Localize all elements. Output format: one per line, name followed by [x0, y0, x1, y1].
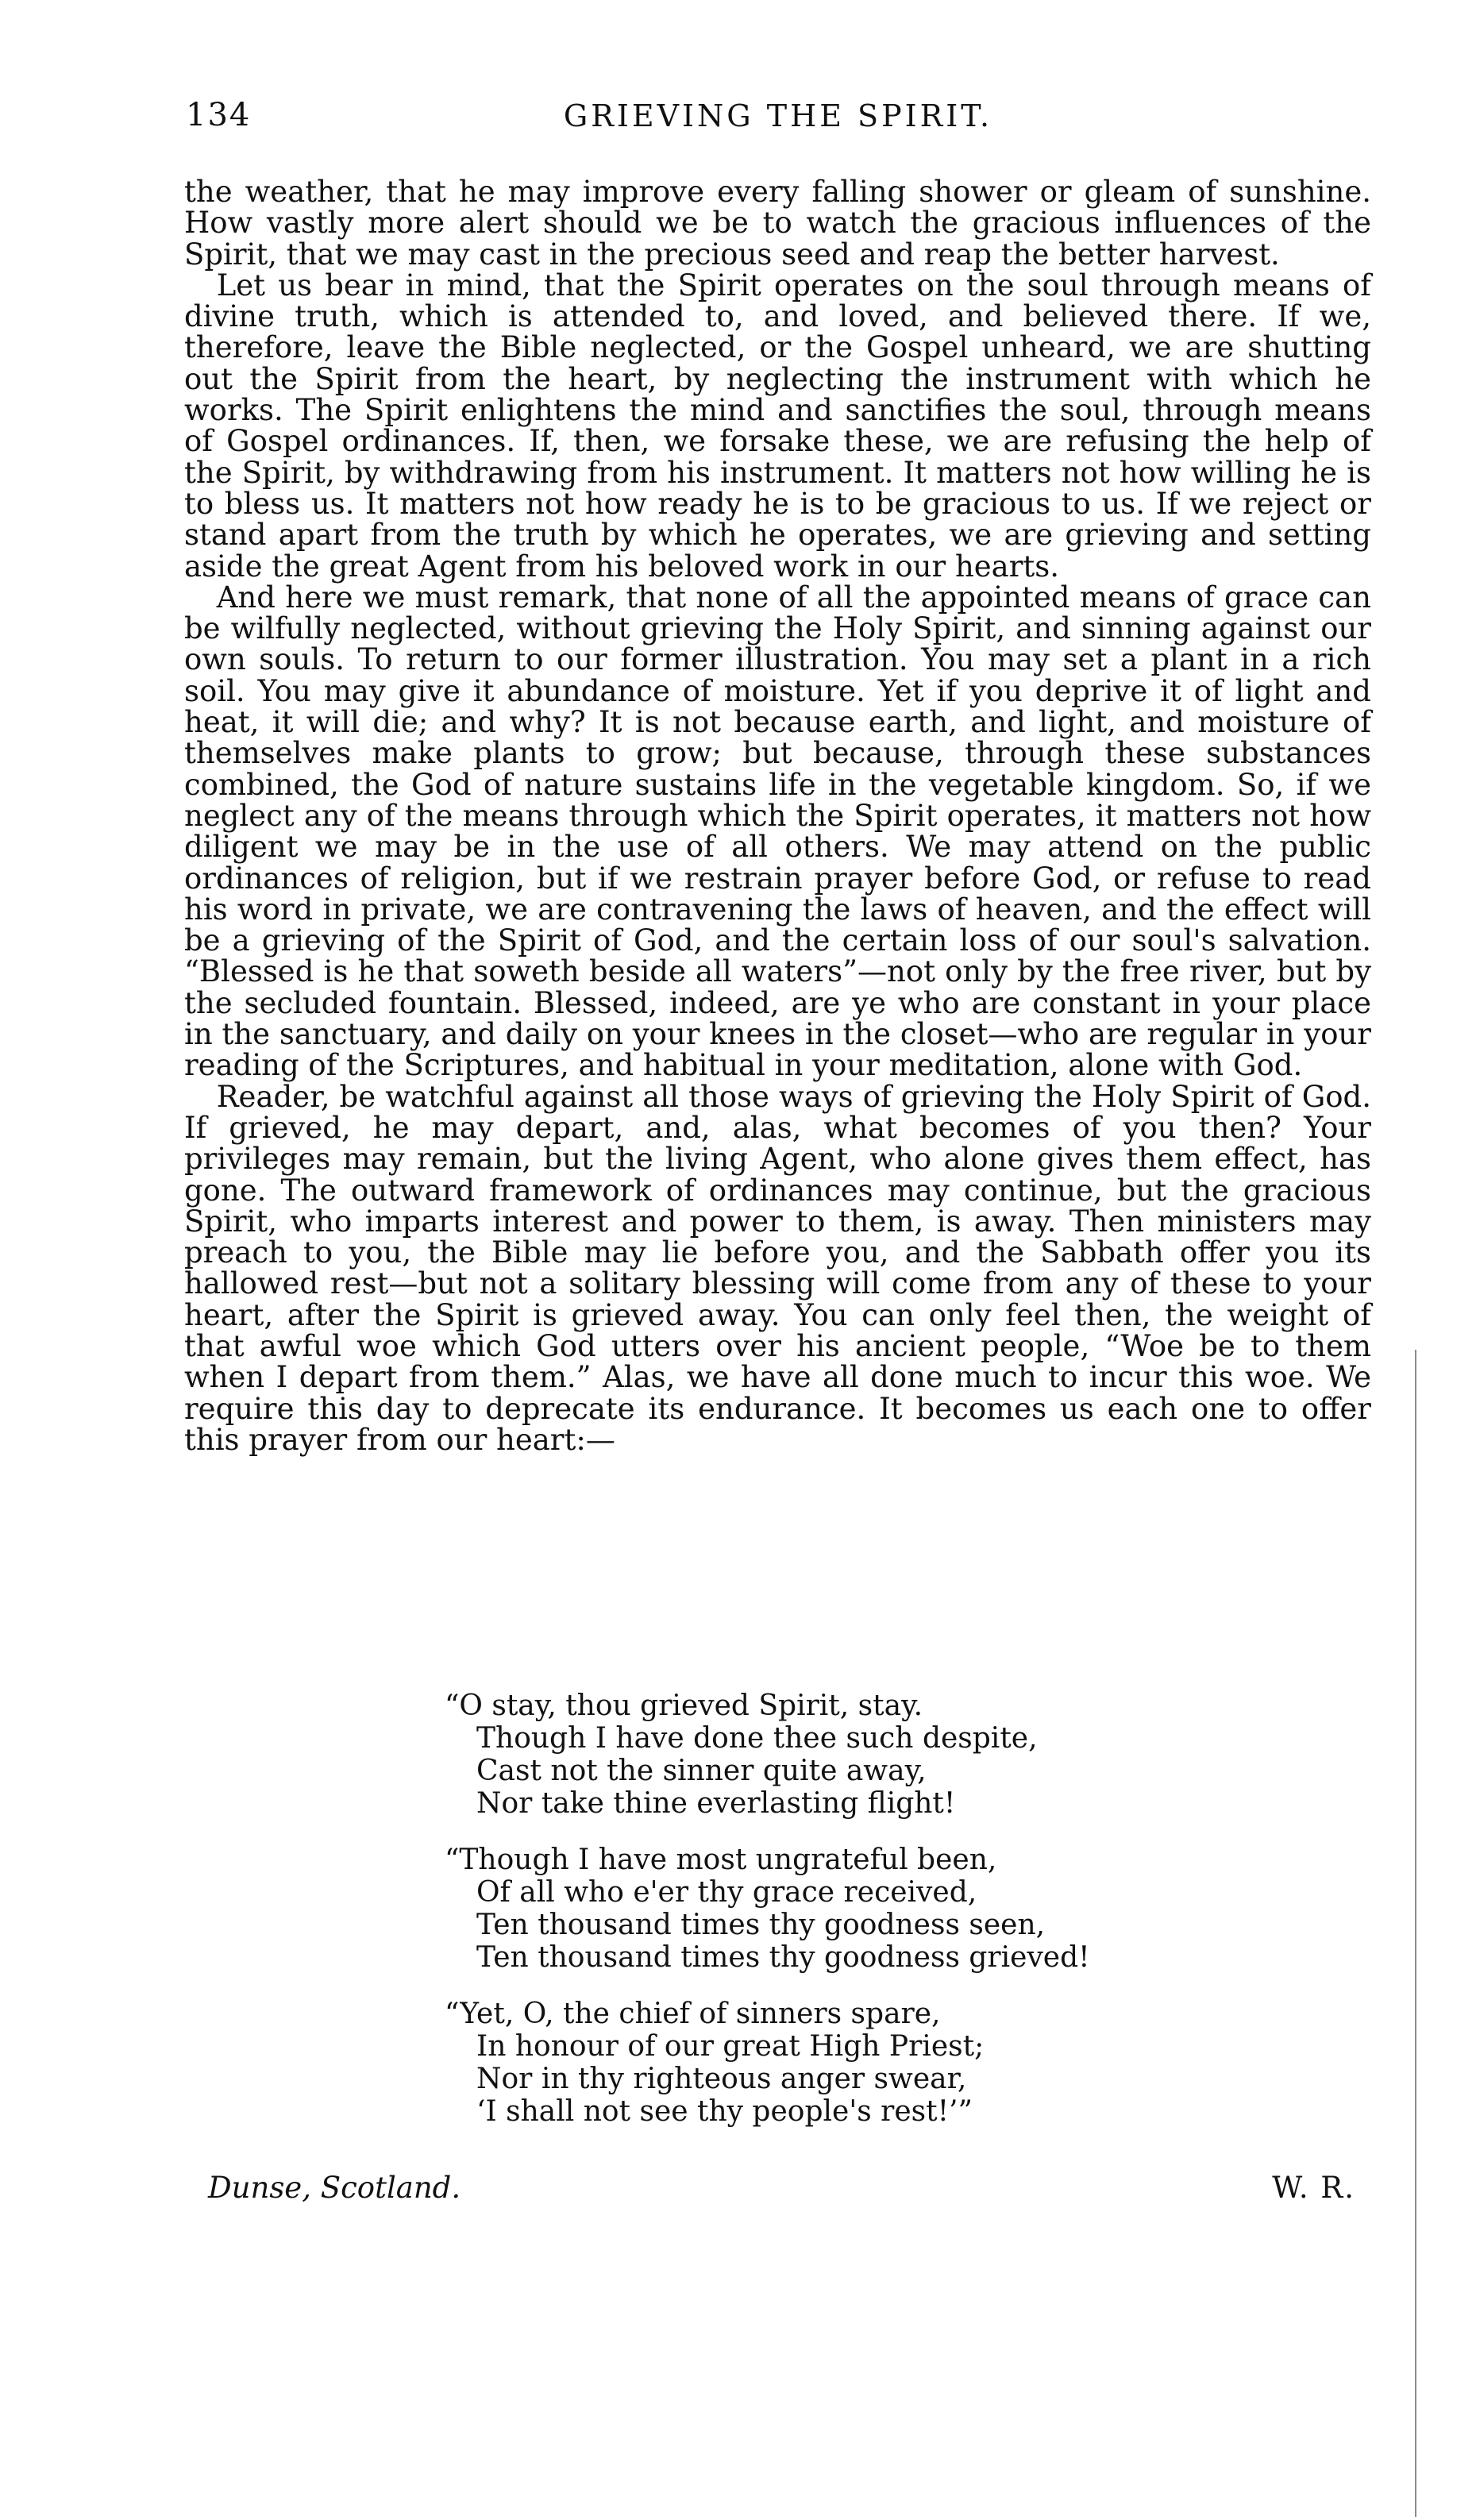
author-initials: W. R. [1272, 2171, 1355, 2205]
verse-line: Nor in thy righteous anger swear, [476, 2063, 967, 2095]
verse-line: Ten thousand times thy goodness grieved! [476, 1941, 1090, 1974]
paragraph-2: Let us bear in mind, that the Spirit operates on the soul through means of divine truth, which is attended to, and loved, and believed there. If we, therefore, leave the Bible neglected, or the Gospel unheard, we are shutting out the Spirit from the heart, by neglecting the instrument with which he works. The Spirit enlightens the mind and sanctifies the soul, through means of Gospel ordinances. If, then, we forsake these, we are refusing the help of the Spirit, by withdrawing from his instrument. It matters not how willing he is to bless us. It matters not how ready he is to be gracious to us. If we reject or stand apart from the truth by which he operates, we are grieving and setting aside the great Agent from his beloved work in our hearts. [184, 268, 1371, 584]
signoff [184, 2171, 1371, 2210]
body-text [184, 176, 1371, 1455]
verse-line: In honour of our great High Priest; [476, 2030, 985, 2063]
paragraph-3: And here we must remark, that none of all the appointed means of grace can be wilfully neglected, without grieving the Holy Spirit, and sinning against our own souls. To return to our former illustration. You may set a plant in a rich soil. You may give it abundance of moisture. Yet if you deprive it of light and heat, it will die; and why? It is not because earth, and light, and moisture of themselves make plants to grow; but because, through these substances combined, the God of nature sustains life in the vegetable kingdom. So, if we neglect any of the means through which the Spirit operates, it matters not how diligent we may be in the use of all others. We may attend on the public ordinances of religion, but if we restrain prayer before God, or refuse to read his word in private, we are contravening the laws of heaven, and the effect will be a grieving of the Spirit of God, and the certain loss of our soul's salvation. “Blessed is he that soweth beside all waters”—not only by the free river, but by the secluded fountain. Blessed, indeed, are ye who are constant in your place in the sanctuary, and daily on your knees in the closet—who are regular in your reading of the Scriptures, and habitual in your meditation, alone with God. [184, 580, 1371, 1083]
verse-line: “Yet, O, the chief of sinners spare, [445, 1998, 941, 2030]
verse-line: “O stay, thou grieved Spirit, stay. [445, 1690, 923, 1722]
verse-line: Though I have done thee such despite, [476, 1722, 1038, 1755]
page-number: 134 [186, 97, 252, 133]
verse-line: Ten thousand times thy goodness seen, [476, 1909, 1046, 1941]
page-header [186, 97, 1370, 144]
author-location: Dunse, Scotland. [208, 2171, 461, 2205]
paragraph-4: Reader, be watchful against all those ways of grieving the Holy Spirit of God. If grieved, he may depart, and, alas, what becomes of you then? Your privileges may remain, but the living Agent, who alone gives them effect, has gone. The outward framework of ordinances may continue, but the gracious Spirit, who imparts interest and power to them, is away. Then ministers may preach to you, the Bible may lie before you, and the Sabbath offer you its hallowed rest—but not a solitary blessing will come from any of these to your heart, after the Spirit is grieved away. You can only feel then, the weight of that awful woe which God utters over his ancient people, “Woe be to them when I depart from them.” Alas, we have all done much to incur this woe. We require this day to deprecate its endurance. It becomes us each one to offer this prayer from our heart:— [184, 1079, 1371, 1457]
verse-line: Nor take thine everlasting flight! [476, 1787, 956, 1820]
hymn-verses [445, 1690, 1159, 2152]
page-edge-rule [1415, 1350, 1416, 2517]
verse-line: “Though I have most ungrateful been, [445, 1844, 997, 1876]
verse-line: Cast not the sinner quite away, [476, 1755, 927, 1787]
stanza-2 [445, 1844, 1159, 1974]
stanza-3 [445, 1998, 1159, 2128]
running-head: GRIEVING THE SPIRIT. [563, 98, 993, 133]
paragraph-1: the weather, that he may improve every falling shower or gleam of sunshine. How vastly more alert should we be to watch the gracious influences of the Spirit, that we may cast in the precious seed and reap the better harvest. [184, 175, 1371, 272]
verse-line: Of all who e'er thy grace received, [476, 1876, 977, 1909]
stanza-1 [445, 1690, 1159, 1820]
verse-line: ‘I shall not see thy people's rest!’” [476, 2095, 973, 2128]
